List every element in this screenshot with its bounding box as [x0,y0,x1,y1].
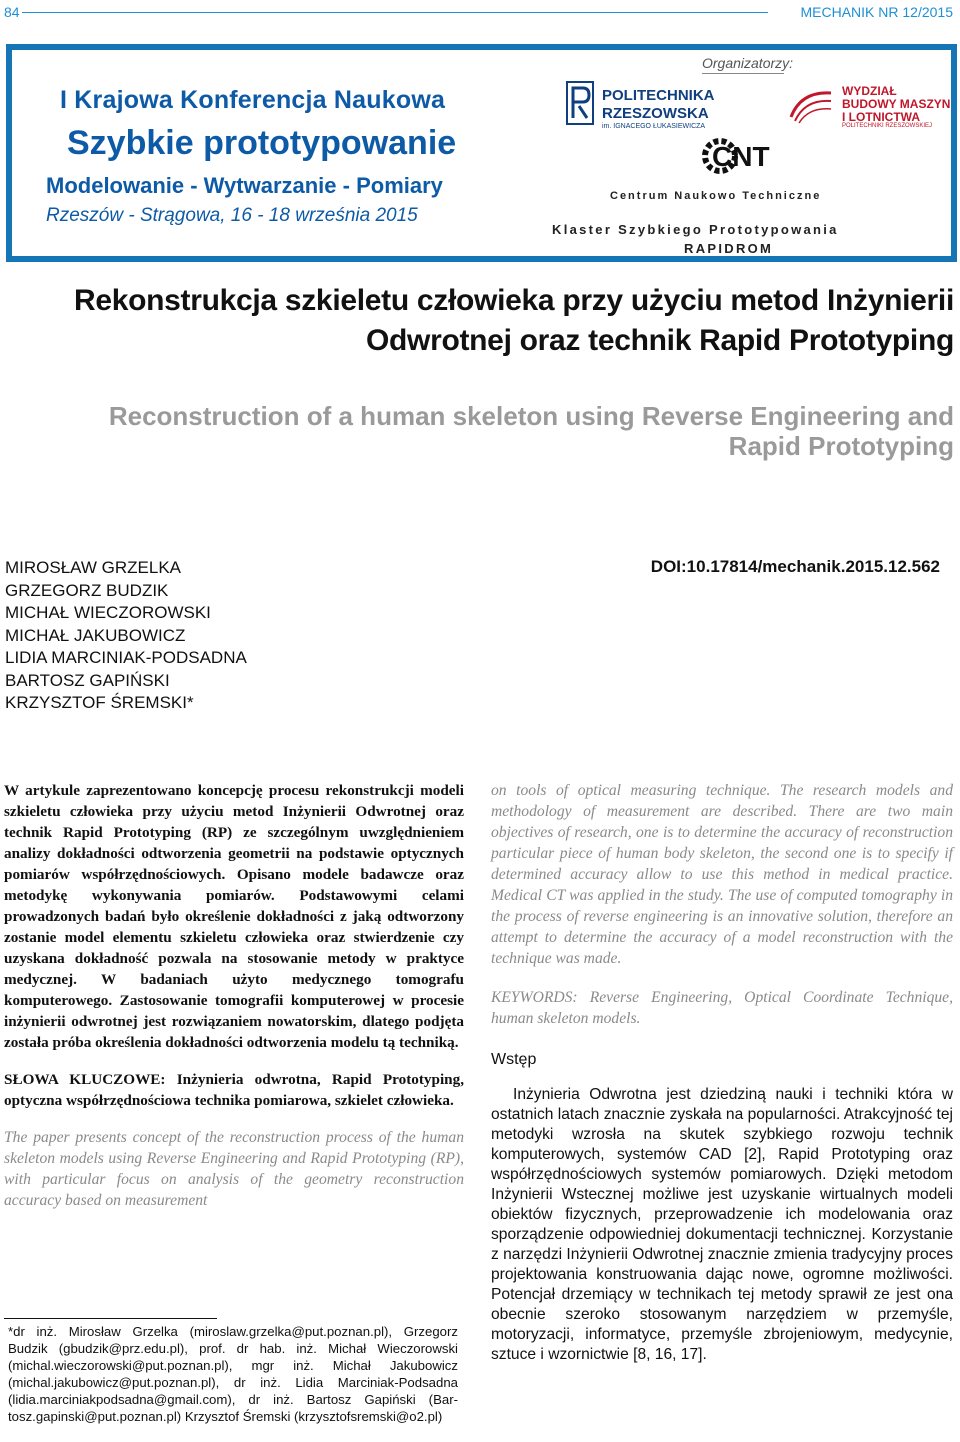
author-name: LIDIA MARCINIAK-PODSADNA [5,648,247,667]
header-rule [22,12,768,13]
wbmil-name-line3: I LOTNICTWA [842,110,920,124]
wbmil-name-line1: WYDZIAŁ [842,84,897,98]
footnote-rule [4,1318,217,1319]
abstract-english-part2: on tools of optical measuring technique. The research models and methodology of measurement are described. There are two main objectives of research, one is to determine the accuracy of reconstruction particular piece of human body skeleton, the second one is to specify if determined accuracy allow to use this method in medical practice. Medical CT was applied in the study. The use of computed tomography in the process of reverse engineering is an innovative solution, therefore an attempt to determine the accuracy of a model reconstruction with the technique was made. [491,782,953,967]
conference-place-date: Rzeszów - Strągowa, 16 - 18 września 2015 [46,205,418,226]
wbmil-name-line4: POLITECHNIKI RZESZOWSKIEJ [842,123,933,129]
conference-banner [6,44,957,262]
left-column [4,780,464,1211]
page-number: 84 [4,4,20,20]
prz-logo-icon [565,80,595,126]
journal-issue: MECHANIK NR 12/2015 [800,4,953,20]
right-column [491,780,953,1365]
title-english-line2: Rapid Prototyping [728,431,954,461]
conference-subtopic: Modelowanie - Wytwarzanie - Pomiary [46,173,443,198]
wbmil-name-line2: BUDOWY MASZYN [842,97,951,111]
page-header [0,0,960,26]
organizers-label: Organizatorzy: [702,55,794,71]
keywords-polish: SŁOWA KLUCZOWE: Inżynieria odwrotna, Rapid Prototyping, optyczna współrzędnościowa technika pomiarowa, szkielet człowieka. [4,1071,464,1109]
conference-name: I Krajowa Konferencja Naukowa [60,86,446,114]
title-english-line1: Reconstruction of a human skeleton using Reverse Engineering and [108,401,954,431]
title-polish-line2: Odwrotnej oraz technik Rapid Prototyping [365,324,954,357]
prz-name-line2: RZESZOWSKA [602,105,709,122]
klaster-acronym: RAPIDROM [684,241,774,256]
author-name: BARTOSZ GAPIŃSKI [5,670,170,690]
intro-paragraph: Inżynieria Odwrotna jest dziedziną nauki i techniki która w ostatnich latach znacznie zyskała na popularności. Atrakcyjność tej metodyki wzrosła na skutek szybkiego rozwoju technik komputerowych, systemów CAD [2], Rapid Prototyping oraz współrzędnościowych systemów pomiarowych. Dzięki metodom Inżynierii Wstecznej możliwe jest uzyskanie wirtualnych modeli obiektów fizycznych, przeprowadzenie ich modelowania oraz sporządzenie odpowiedniej dokumentacji technicznej. Korzystanie z narzędzi Inżynierii Odwrotnej znacznie zmienia tradycyjny proces projektowania konstruowania dając nowe, ogromne możliwości. Potencjał drzemiący w technikach tej metody sprawił ze jest ona obecnie szeroko stosowanym narzędziem w przemyśle, motoryzacji, informatyce, przemyśle zbrojeniowym, medycynie, sztuce i wzornictwie [8, 16, 17]. [491,1086,953,1363]
doi: DOI:10.17814/mechanik.2015.12.562 [650,557,940,576]
author-footnote: *dr inż. Mirosław Grzelka (miroslaw.grzelka@put.poznan.pl), Grzegorz Budzik (gbudzik@prz.edu.pl), prof. dr hab. inż. Michał Wieczorowski (michal.wieczorowski@put.poznan.pl), mgr inż. Michał Jakubowicz (michal.jakubowicz@put.poznan.pl), dr inż. Lidia Marciniak-Podsadna (lidia.marciniakpodsadna@gmail.com), dr inż. Bartosz Gapiński (Bartosz.gapinski@put.poznan.pl) Krzysztof Śremski (krzysztofsremski@o2.pl) [8,1324,458,1424]
organizers-rule [702,73,784,74]
conference-topic: Szybkie prototypowanie [67,124,457,162]
wbmil-logo-icon [787,87,835,125]
cnt-logo-icon [702,134,782,178]
author-name: KRZYSZTOF ŚREMSKI* [5,693,194,712]
author-name: GRZEGORZ BUDZIK [5,580,169,600]
author-name: MIROSŁAW GRZELKA [5,558,182,577]
cnt-name: Centrum Naukowo Techniczne [610,190,822,202]
abstract-polish: W artykule zaprezentowano koncepcję procesu rekonstrukcji modeli szkieletu człowieka przy użyciu metod Inżynierii Odwrotnej oraz technik Rapid Prototyping (RP) ze szczególnym uwzględnieniem analizy dokładności odtworzenia geometrii na podstawie optycznych pomiarów współrzędnościowych. Opisano modele badawcze oraz metodykę wykonywania pomiarów. Podstawowymi celami prowadzonych badań było określenie dokładności z jaką odtworzony zostanie model elementu szkieletu człowieka oraz stwierdzenie czy uzyskana dokładność pozwala na stosowanie metody w praktyce medycznej. W badaniach użyto medycznego tomografu komputerowego. Zastosowanie tomografii komputerowej w procesie inżynierii odwrotnej jest rozwiązaniem nowatorskim, dlatego podjęta została próba określenia dokładności odtworzenia modelu tą techniką. [4,782,464,1051]
keywords-english: KEYWORDS: Reverse Engineering, Optical Coordinate Technique, human skeleton models. [491,989,953,1027]
author-name: MICHAŁ WIECZOROWSKI [5,603,211,622]
author-name: MICHAŁ JAKUBOWICZ [5,625,186,645]
prz-name-line1: POLITECHNIKA [602,87,715,104]
section-heading: Wstęp [491,1051,537,1068]
prz-name-line3: im. IGNACEGO ŁUKASIEWICZA [602,123,706,130]
title-polish-line1: Rekonstrukcja szkieletu człowieka przy użyciu metod Inżynierii [73,284,954,317]
abstract-english-part1: The paper presents concept of the reconstruction process of the human skeleton models using Reverse Engineering and Rapid Prototyping (RP), with particular focus on analysis of the geometry reconstruction accuracy based on measurement [4,1129,464,1209]
author-list [5,557,247,715]
cnt-logo-text: CNT [712,141,770,172]
klaster-name: Klaster Szybkiego Prototypowania [552,222,839,237]
